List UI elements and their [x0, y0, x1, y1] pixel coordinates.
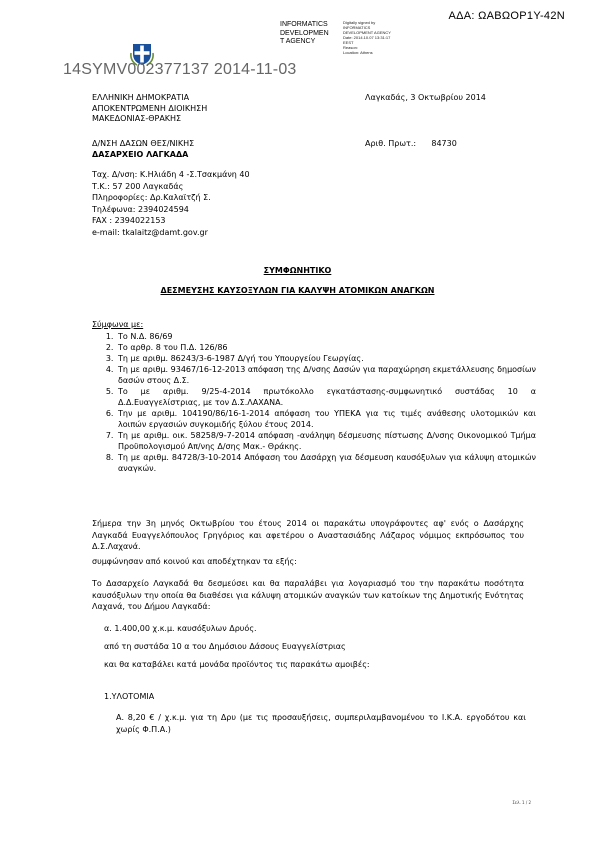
agreement-parties-paragraph: Σήμερα την 3η μηνός Οκτωβρίου του έτους 2014 οι παρακάτω υπογράφοντες αφ' ενός ο Δασάρχης Λαγκαδά Ευαγγελόπουλος Γρηγόριος και αφετέρου ο Αναστασιάδης Λάζαρος νόμιμος εκπρόσωπος του Δ.Σ.Λαχανά.	[92, 519, 524, 551]
signature-detail-line: EEST	[343, 40, 354, 45]
reference-item: 4. Τη με αριθμ. 93467/16-12-2013 απόφαση της Δ/νσης Δασών για παραχώρηση εκμετάλλευσης δημοσίων δασών στους Δ.Σ.	[116, 364, 536, 386]
department-name: Δ/ΝΣΗ ΔΑΣΩΝ ΘΕΣ/ΝΙΚΗΣ	[92, 139, 195, 148]
contact-info-person: Πληροφορίες: Δρ.Καλαϊτζή Σ.	[92, 193, 211, 203]
contact-email: e-mail: tkalaitz@damt.gov.gr	[92, 227, 208, 237]
source-stand: από τη συστάδα 10 α του Δημόσιου Δάσους Ευαγγελίστριας	[104, 642, 346, 651]
page-number: Σελ. 1 / 2	[512, 800, 531, 805]
reference-item: 7. Τη με αριθμ. οικ. 58258/9-7-2014 απόφαση -ανάληψη δέσμευσης πίστωσης Δ/νσης Οικονομικού Τμήμα Προϋπολογισμού Απ/νης Δ/σης Μακ.- Θράκης.	[116, 430, 536, 452]
reference-item: 3. Τη με αριθμ. 86243/3-6-1987 Δ/γή του Υπουργείου Γεωργίας.	[116, 353, 536, 364]
digital-signature-details	[343, 20, 413, 55]
document-date: Λαγκαδάς, 3 Οκτωβρίου 2014	[365, 93, 486, 102]
contact-fax: FAX : 2394022153	[92, 216, 166, 226]
protocol-value: 84730	[431, 139, 457, 148]
issuer-line: ΑΠΟΚΕΝΤΡΩΜΕΝΗ ΔΙΟΙΚΗΣΗ	[92, 103, 208, 113]
according-to-label: Σύμφωνα με:	[92, 320, 144, 329]
logging-rate: Α. 8,20 € / χ.κ.μ. για τη Δρυ (με τις προσαυξήσεις, συμπεριλαμβανομένου το Ι.Κ.Α. εργοδότου και χωρίς Φ.Π.Α.)	[116, 713, 526, 734]
payment-intro: και θα καταβάλει κατά μονάδα προϊόντος τις παρακάτω αμοιβές:	[104, 660, 370, 669]
agreement-terms-paragraph: Το Δασαρχείο Λαγκαδά θα δεσμεύσει και θα παραλάβει για λογαριασμό του την παρακάτω ποσότητα καυσόξυλων την οποία θα διαθέσει για κάλυψη ατομικών αναγκών των κατοίκων της Δημοτικής Ενότητας Λαχανά, του Δήμου Λαγκαδά:	[92, 579, 524, 611]
forestry-office-name: ΔΑΣΑΡΧΕΙΟ ΛΑΓΚΑΔΑ	[92, 149, 189, 159]
references-list	[92, 331, 536, 474]
document-title: ΣΥΜΦΩΝΗΤΙΚΟ	[263, 266, 332, 275]
signature-detail-line: Date: 2014.10.07 13:31:17	[343, 35, 391, 40]
issuer-line: ΕΛΛΗΝΙΚΗ ΔΗΜΟΚΡΑΤΙΑ	[92, 93, 190, 102]
signature-org-line: INFORMATICS	[280, 21, 328, 28]
protocol-label: Αριθ. Πρωτ.:	[365, 139, 417, 148]
document-subtitle: ΔΕΣΜΕΥΣΗΣ ΚΑΥΣΟΞΥΛΩΝ ΓΙΑ ΚΑΛΥΨΗ ΑΤΟΜΙΚΩΝ ΑΝΑΓΚΩΝ	[160, 286, 435, 295]
protocol-number	[365, 139, 457, 149]
issuer-header	[92, 93, 207, 125]
signature-detail-line: INFORMATICS	[343, 25, 371, 30]
section-logging-heading: 1.ΥΛΟΤΟΜΙΑ	[104, 692, 155, 701]
reference-item: 6. Την με αριθμ. 104190/86/16-1-2014 απόφαση του ΥΠΕΚΑ για τις τιμές ανάθεσης υλοτομικών και λοιπών εργασιών συγκομιδής ξύλου έτους 2014.	[116, 408, 536, 430]
agreement-intro: συμφώνησαν από κοινού και αποδέχτηκαν τα εξής:	[92, 557, 297, 566]
reference-item: 1. Το Ν.Δ. 86/69	[116, 331, 536, 342]
contact-block	[92, 169, 250, 239]
reference-item: 8. Τη με αριθμ. 84728/3-10-2014 Απόφαση του Δασάρχη για δέσμευση καυσόξυλων για κάλυψη ατομικών αναγκών.	[116, 452, 536, 474]
signature-org-line: DEVELOPMEN	[280, 29, 329, 37]
issuer-line: ΜΑΚΕΔΟΝΙΑΣ-ΘΡΑΚΗΣ	[92, 114, 182, 123]
document-number-watermark: 14SYMV002377137 2014-11-03	[63, 61, 297, 78]
contact-address: Ταχ. Δ/νση: Κ.Ηλιάδη 4 -Σ.Τσακμάνη 40	[92, 170, 250, 179]
signature-org-line: T AGENCY	[280, 38, 316, 45]
contact-postcode: Τ.Κ.: 57 200 Λαγκαδάς	[92, 181, 184, 191]
reference-item: 2. Το αρθρ. 8 του Π.Δ. 126/86	[116, 342, 536, 353]
signature-detail-line: Location: Athens	[343, 50, 373, 55]
signature-detail-line: Reason:	[343, 45, 358, 50]
signature-detail-line: Digitally signed by	[343, 20, 376, 25]
contact-phone: Τηλέφωνα: 2394024594	[92, 204, 189, 214]
department-block	[92, 139, 194, 160]
digital-signature-org	[280, 21, 342, 47]
quantity-item: α. 1.400,00 χ.κ.μ. καυσόξυλων Δρυός.	[104, 624, 257, 633]
ada-code: ΑΔΑ: ΩΑΒΩΟΡ1Υ-42Ν	[448, 10, 565, 22]
reference-item: 5. Το με αριθμ. 9/25-4-2014 πρωτόκολλο εγκατάστασης-συμφωνητικό συστάδας 10 α Δ.Δ.Ευαγγελίστριας, με τον Δ.Σ.ΛΑΧΑΝΑ.	[116, 386, 536, 408]
signature-detail-line: DEVELOPMENT AGENCY	[343, 30, 391, 35]
